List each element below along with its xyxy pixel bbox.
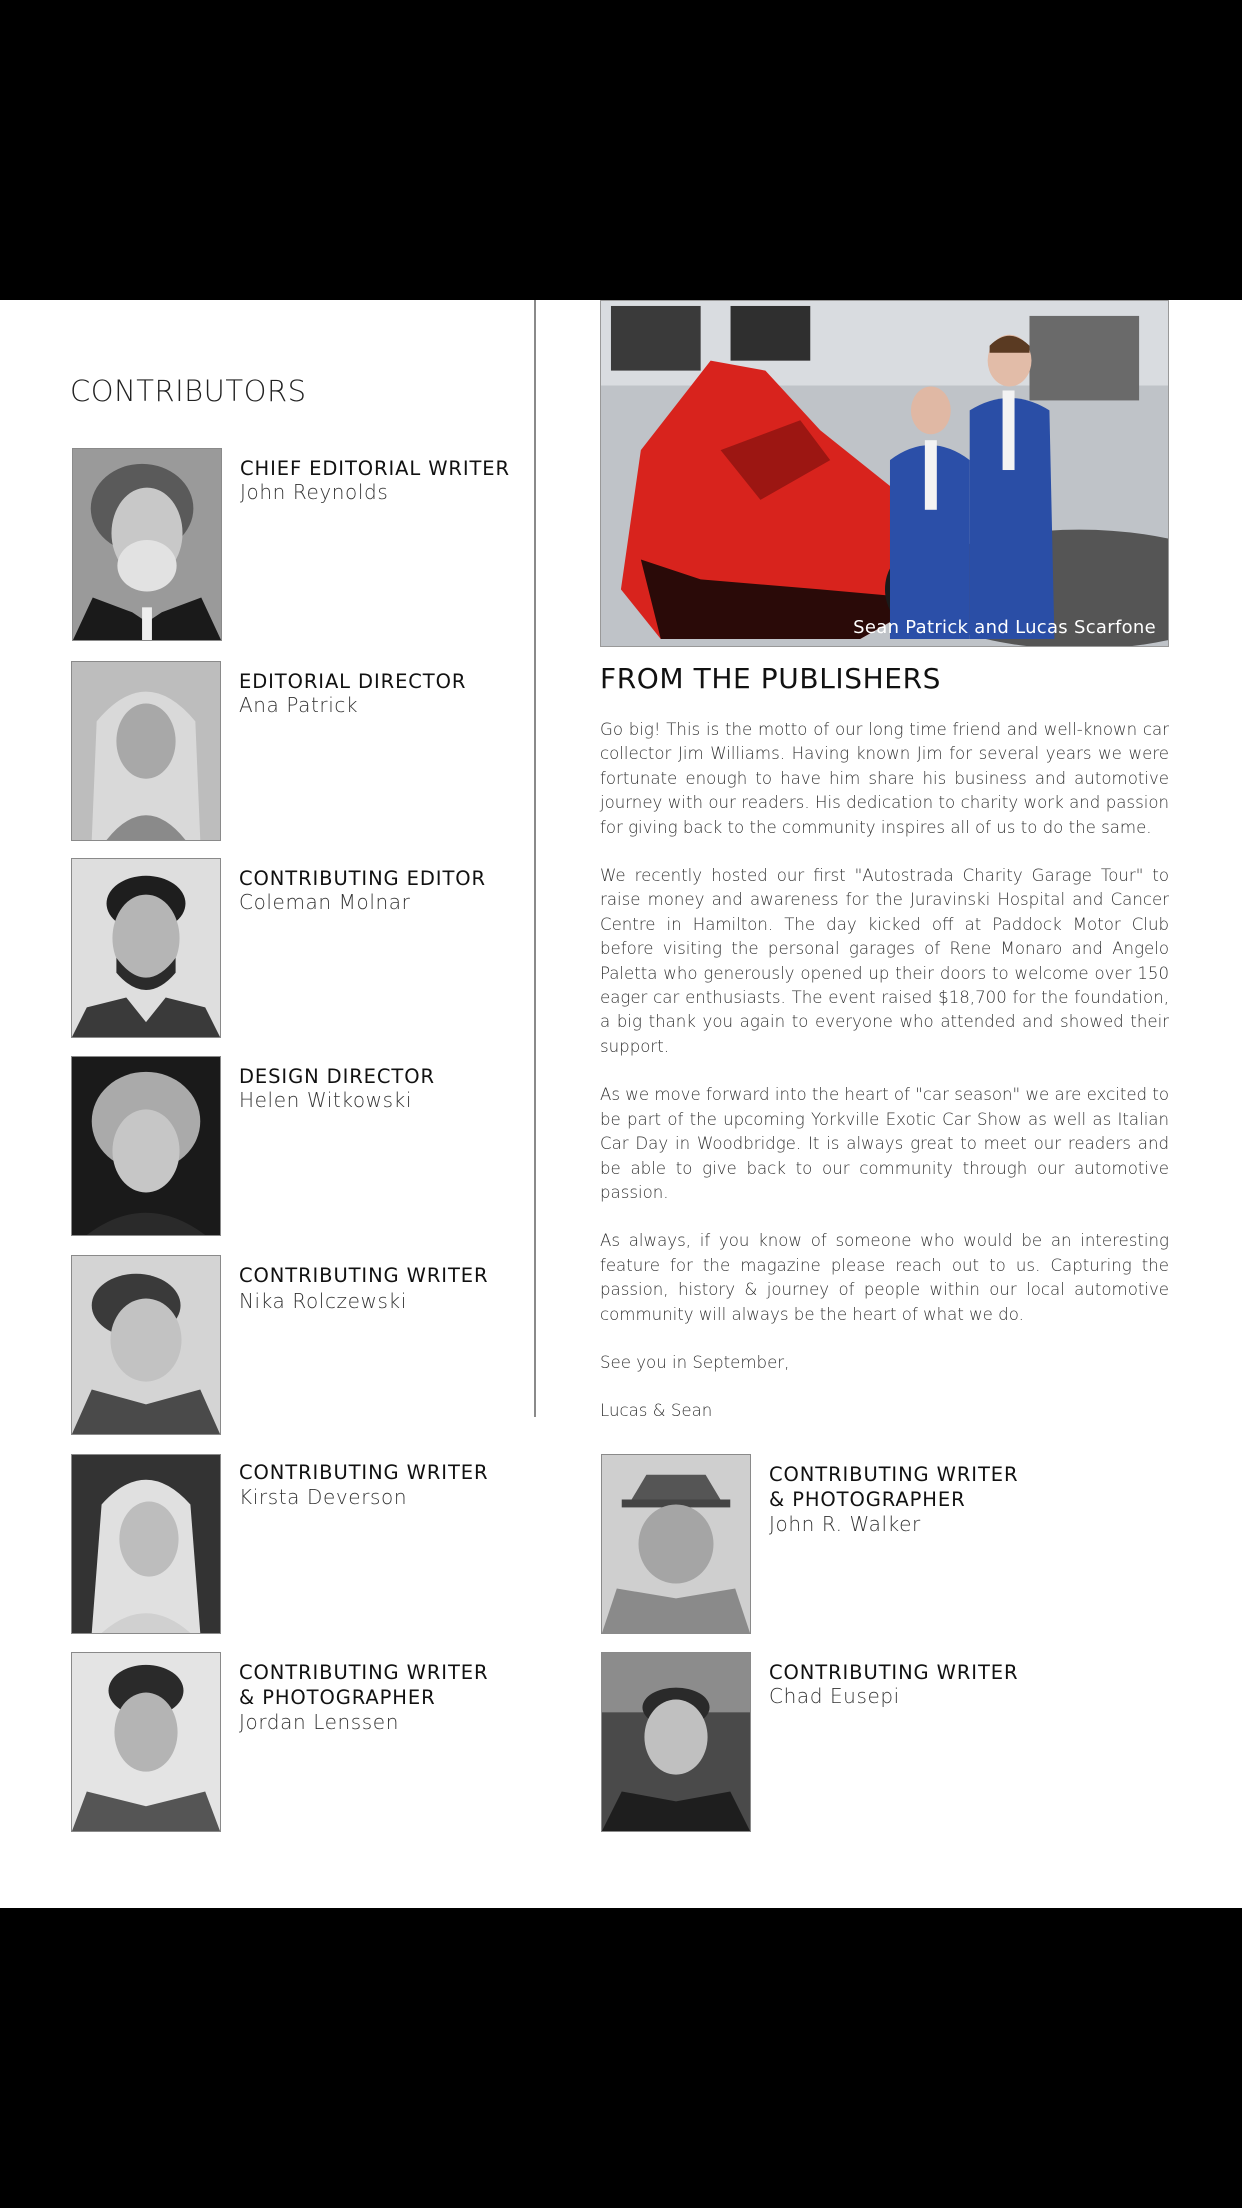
contributor-name: Coleman Molnar <box>239 890 411 914</box>
hero-caption: Sean Patrick and Lucas Scarfone <box>853 617 1156 638</box>
contributor-card <box>72 448 532 628</box>
contributor-photo <box>71 858 221 1038</box>
hero-photo <box>600 300 1169 647</box>
contributor-card <box>71 1652 531 1832</box>
letter-closing: See you in September, <box>600 1352 790 1372</box>
letter-paragraph: As we move forward into the heart of "car season" we are excited to be part of the upcoming Yorkville Exotic Car Show as well as Italian Car Day in Woodbridge. It is always great to meet our readers and be able to give back to our community through our automotive passion. <box>600 1085 1169 1202</box>
magazine-page <box>0 300 1242 1908</box>
contributor-name: Helen Witkowski <box>239 1088 412 1112</box>
contributor-name: Chad Eusepi <box>769 1684 900 1708</box>
contributor-photo <box>601 1454 751 1634</box>
contributor-name: John Reynolds <box>240 480 389 504</box>
section-title: CONTRIBUTORS <box>70 374 307 408</box>
contributor-role: CONTRIBUTING WRITER <box>769 1661 1019 1684</box>
contributor-card <box>601 1454 1061 1634</box>
contributor-role: DESIGN DIRECTOR <box>239 1065 435 1088</box>
contributor-photo <box>71 1255 221 1435</box>
contributor-photo <box>71 1652 221 1832</box>
contributor-role: CONTRIBUTING WRITER <box>239 1264 489 1287</box>
contributor-name: Kirsta Deverson <box>239 1485 408 1509</box>
contributor-card <box>71 1255 531 1435</box>
contributor-card <box>71 858 531 1038</box>
contributor-name: Jordan Lenssen <box>239 1710 399 1734</box>
publishers-letter <box>600 718 1169 1448</box>
contributor-photo <box>71 1454 221 1634</box>
letter-paragraph: We recently hosted our first "Autostrada Charity Garage Tour" to raise money and awareness for the Juravinski Hospital and Cancer Centre in Hamilton. The day kicked off at Paddock Motor Club before visiting the personal garages of Rene Monaro and Angelo Paletta who generously opened up their doors to welcome over 150 eager car enthusiasts. The event raised $18,700 for the foundation, a big thank you again to everyone who attended and showed their support. <box>600 866 1169 1056</box>
letter-signature: Lucas & Sean <box>600 1401 713 1421</box>
contributor-role: CONTRIBUTING EDITOR <box>239 867 486 890</box>
contributor-name: John R. Walker <box>769 1512 921 1536</box>
publishers-title: FROM THE PUBLISHERS <box>600 662 942 695</box>
contributor-name: Ana Patrick <box>239 693 359 717</box>
contributor-name: Nika Rolczewski <box>239 1289 407 1313</box>
contributor-photo <box>71 661 221 841</box>
contributor-role: CONTRIBUTING WRITER <box>239 1461 489 1484</box>
contributor-photo <box>72 448 222 641</box>
contributor-card <box>601 1652 1061 1832</box>
contributor-card <box>71 661 531 841</box>
contributor-role: EDITORIAL DIRECTOR <box>239 670 467 693</box>
contributor-photo <box>71 1056 221 1236</box>
letter-paragraph: As always, if you know of someone who would be an interesting feature for the magazine please reach out to us. Capturing the passion, history & journey of people within our local automotive community will always be the heart of what we do. <box>600 1231 1169 1324</box>
contributor-role: CHIEF EDITORIAL WRITER <box>240 457 510 480</box>
contributor-role: CONTRIBUTING WRITER & PHOTOGRAPHER <box>769 1463 1019 1511</box>
contributor-card <box>71 1056 531 1236</box>
letter-paragraph: Go big! This is the motto of our long time friend and well-known car collector Jim Williams. Having known Jim for several years we were fortunate enough to have him share his business and automotive journey with our readers. His dedication to charity work and passion for giving back to the community inspires all of us to do the same. <box>600 720 1169 837</box>
contributor-card <box>71 1454 531 1634</box>
contributor-role: CONTRIBUTING WRITER & PHOTOGRAPHER <box>239 1661 489 1709</box>
contributor-photo <box>601 1652 751 1832</box>
